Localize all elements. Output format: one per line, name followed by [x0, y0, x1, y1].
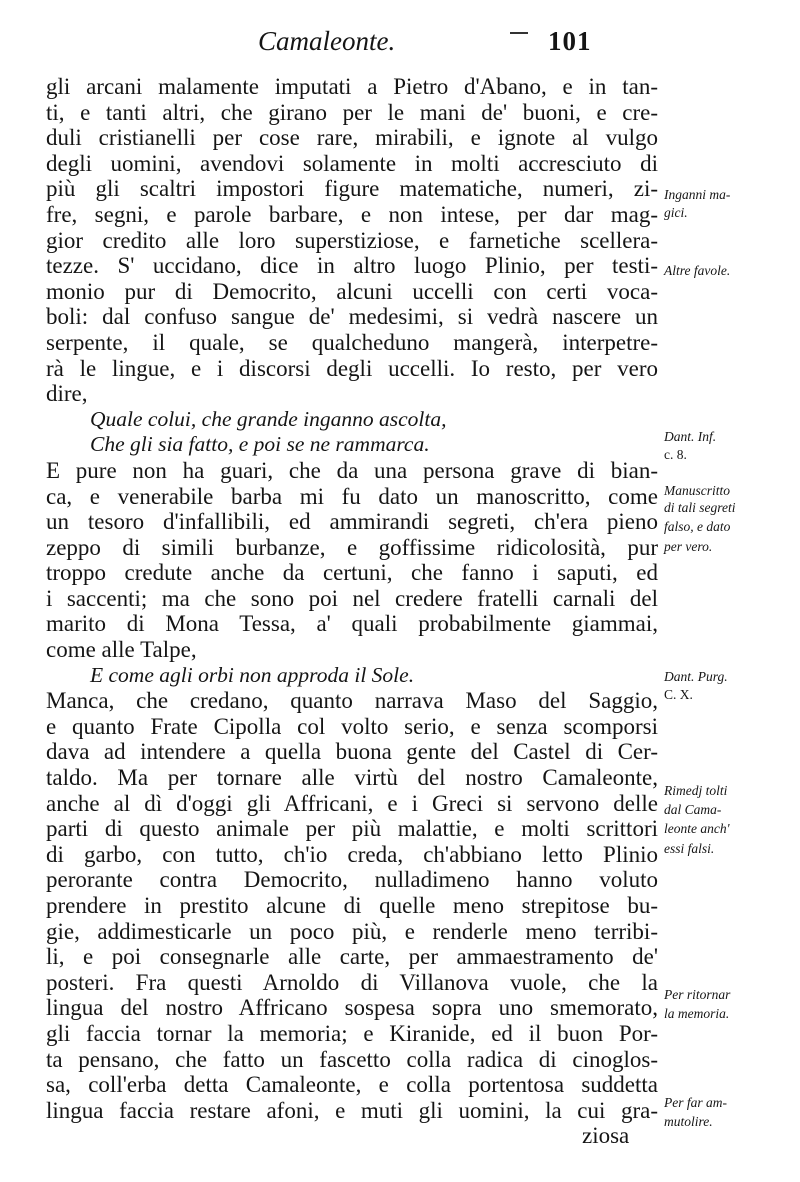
text-line: posteri. Fra questi Arnoldo di Villanova vuole, che la — [46, 969, 658, 995]
text-line: tezze. S' uccidano, dice in altro luogo Plinio, per testi- — [46, 253, 658, 279]
text-line: duli cristianelli per cose rare, mirabili, e ignote al vulgo — [46, 125, 658, 151]
text-line: li, e poi consegnarle alle carte, per ammaestramento de' — [46, 944, 658, 970]
margin-note: per vero. — [664, 539, 713, 554]
margin-note: gici. — [664, 205, 688, 220]
margin-note: Rimedj tolti — [664, 783, 728, 798]
margin-note: la memoria. — [664, 1006, 730, 1021]
margin-note: Altre favole. — [664, 263, 731, 278]
text-line: anche al dì d'oggi gli Affricani, e i Greci si servono delle — [46, 790, 658, 816]
text-line: gie, addimesticarle un poco più, e renderle meno terribi- — [46, 918, 658, 944]
text-line: ta pensano, che fatto un fascetto colla radica di cinoglos- — [46, 1046, 658, 1072]
margin-note: Per far am- — [664, 1095, 727, 1110]
text-line: i saccenti; ma che sono poi nel credere fratelli carnali del — [46, 585, 658, 611]
text-line: degli uomini, avendovi solamente in molti accresciuto di — [46, 150, 658, 176]
running-head-dash — [510, 32, 528, 34]
margin-note: mutolire. — [664, 1114, 713, 1129]
text-line: dava ad intendere a quella buona gente del Castel di Cer- — [46, 739, 658, 765]
text-line: serpente, il quale, se qualcheduno mangerà, interpetre- — [46, 329, 658, 355]
text-line: ti, e tanti altri, che girano per le mani de' buoni, e cre- — [46, 99, 658, 125]
body-text — [46, 74, 658, 1149]
text-line: parti di questo animale per più malattie, e molti scrittori — [46, 816, 658, 842]
margin-note: leonte anch' — [664, 821, 730, 836]
margin-note: dal Cama- — [664, 802, 722, 817]
text-line: lingua del nostro Affricano sospesa sopra uno smemorato, — [46, 995, 658, 1021]
text-line: un tesoro d'infallibili, ed ammirandi segreti, ch'era pieno — [46, 509, 658, 535]
quote-line: Quale colui, che grande inganno ascolta, — [90, 406, 447, 431]
text-line: marito di Mona Tessa, a' quali probabilmente giammai, — [46, 611, 658, 637]
quote-line: Che gli sia fatto, e poi se ne rammarca. — [90, 432, 430, 457]
text-line: più gli scaltri impostori figure matematiche, numeri, zi- — [46, 176, 658, 202]
margin-note: essi falsi. — [664, 841, 715, 856]
text-line: gli faccia tornar la memoria; e Kiranide, ed il buon Por- — [46, 1020, 658, 1046]
margin-note: Dant. Purg. — [664, 669, 728, 684]
text-line: come alle Talpe, — [46, 637, 197, 663]
text-line: ca, e venerabile barba mi fu dato un manoscritto, come — [46, 483, 658, 509]
margin-note: Manuscritto — [664, 483, 730, 498]
text-line: di garbo, con tutto, ch'io creda, ch'abbiano letto Plinio — [46, 841, 658, 867]
margin-note: Per ritornar — [664, 987, 731, 1002]
text-line: gior credito alle loro superstiziose, e farnetiche scellera- — [46, 227, 658, 253]
running-head-title: Camaleonte. — [258, 26, 396, 56]
text-line: zeppo di simili burbanze, e goffissime ridicolosità, pur — [46, 534, 658, 560]
margin-note: C. X. — [664, 687, 693, 702]
margin-note: Dant. Inf. — [664, 429, 717, 444]
text-line: dire, — [46, 381, 88, 407]
text-line: monio pur di Democrito, alcuni uccelli con certi voca- — [46, 278, 658, 304]
text-line: e quanto Frate Cipolla col volto serio, e senza scomporsi — [46, 713, 658, 739]
text-line: gli arcani malamente imputati a Pietro d'Abano, e in tan- — [46, 74, 658, 99]
margin-note: falso, e dato — [664, 519, 731, 534]
margin-note: di tali segreti — [664, 500, 736, 515]
text-line: taldo. Ma per tornare alle virtù del nostro Camaleonte, — [46, 765, 658, 791]
text-line: fre, segni, e parole barbare, e non intese, per dar mag- — [46, 201, 658, 227]
page-number: 101 — [548, 26, 592, 56]
text-line: Manca, che credano, quanto narrava Maso del Saggio, — [46, 688, 658, 714]
text-line: perorante contra Democrito, nulladimeno hanno voluto — [46, 867, 658, 893]
margin-notes — [664, 0, 800, 1182]
text-line: boli: dal confuso sangue de' medesimi, si vedrà nascere un — [46, 304, 658, 330]
text-line: sa, coll'erba detta Camaleonte, e colla portentosa suddetta — [46, 1072, 658, 1098]
margin-note: Inganni ma- — [664, 187, 731, 202]
text-line: E pure non ha guari, che da una persona grave di bian- — [46, 457, 658, 483]
margin-note: c. 8. — [664, 447, 687, 462]
text-line: prendere in prestito alcune di quelle meno strepitose bu- — [46, 893, 658, 918]
text-line: ziosa — [582, 1123, 630, 1149]
text-line: rà le lingue, e i discorsi degli uccelli. Io resto, per vero — [46, 355, 658, 381]
text-line: troppo credute anche da certuni, che fanno i saputi, ed — [46, 560, 658, 586]
text-line: lingua faccia restare afoni, e muti gli uomini, la cui gra- — [46, 1097, 658, 1123]
quote-line: E come agli orbi non approda il Sole. — [90, 662, 415, 687]
